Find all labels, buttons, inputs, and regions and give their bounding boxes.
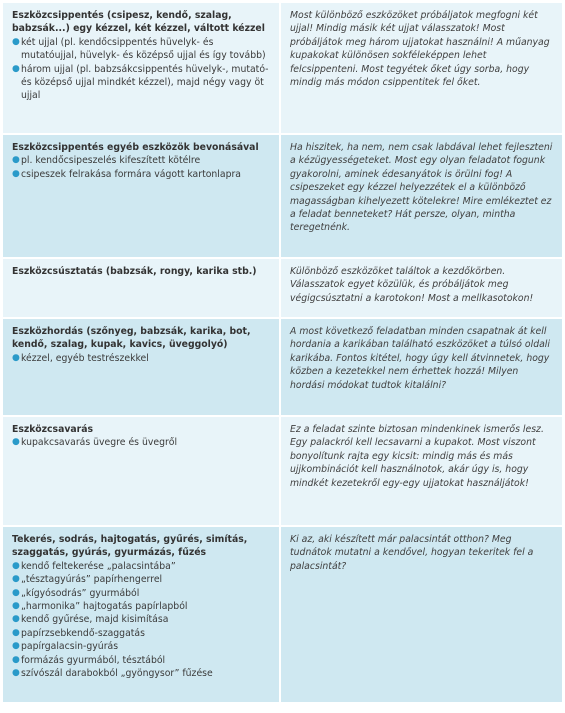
instruction-text: Ez a feladat szinte biztosan mindenkinek ismerős lesz. Egy palackról kell lecsavarni a kupakot. Most viszont bonyolítunk rajta egy kicsit: mindig más és más ujjkombinációt kell használnotok, akár úgy is, hogy mindkét kezetekről egy-egy ujjatokat használjátok! bbox=[281, 417, 562, 525]
instruction-text: A most következő feladatban minden csapatnak át kell hordania a karikában található eszközöket a túlsó oldali karikába. Fontos kitétel, hogy úgy kell átvinnetek, hogy közben a kezetekkel nem érhettek hozzá! Milyen hordási módokat tudtok kitalálni? bbox=[281, 319, 562, 415]
activity-heading: Eszközcsúsztatás (babzsák, rongy, karika stb.) bbox=[12, 266, 257, 277]
table-row bbox=[3, 3, 562, 135]
list-item: ● papírgalacsin-gyúrás bbox=[12, 641, 119, 653]
activity-list bbox=[12, 36, 271, 103]
instruction-text: Ki az, aki készített már palacsintát otthon? Meg tudnátok mutatni a kendővel, hogyan tekeritek fel a palacsintát? bbox=[281, 527, 562, 702]
list-item: ● csipeszek felrakása formára vágott kartonlapra bbox=[12, 168, 241, 180]
bullet-icon: ● bbox=[12, 601, 20, 612]
list-item: ● kendő feltekerése „palacsintába” bbox=[12, 560, 176, 572]
table-row bbox=[3, 319, 562, 417]
list-item: ● „harmonika” hajtogatás papírlapból bbox=[12, 601, 188, 613]
bullet-icon: ● bbox=[12, 155, 20, 166]
activity-cell bbox=[3, 3, 281, 133]
bullet-icon: ● bbox=[12, 668, 20, 679]
activity-cell bbox=[3, 527, 281, 702]
list-item: ● papírzsebkendő-szaggatás bbox=[12, 627, 145, 639]
activity-cell bbox=[3, 319, 281, 415]
list-item: ● „tésztagyúrás” papírhengerrel bbox=[12, 574, 163, 586]
bullet-icon: ● bbox=[12, 627, 20, 638]
bullet-icon: ● bbox=[12, 654, 20, 665]
list-item: ● kézzel, egyéb testrészekkel bbox=[12, 352, 149, 364]
bullet-icon: ● bbox=[12, 36, 20, 47]
list-item: ● kupakcsavarás üvegre és üvegről bbox=[12, 437, 178, 449]
bullet-icon: ● bbox=[12, 614, 20, 625]
table-row bbox=[3, 417, 562, 527]
list-item: ● kendő gyűrése, majd kisimítása bbox=[12, 614, 169, 626]
activity-cell bbox=[3, 135, 281, 257]
bullet-icon: ● bbox=[12, 168, 20, 179]
table-row bbox=[3, 135, 562, 259]
list-item: ● szívószál darabokból „gyöngysor” fűzése bbox=[12, 668, 213, 680]
bullet-icon: ● bbox=[12, 574, 20, 585]
activity-heading: Tekerés, sodrás, hajtogatás, gyűrés, simítás, szaggatás, gyúrás, gyurmázás, fűzés bbox=[12, 534, 248, 559]
bullet-icon: ● bbox=[12, 437, 20, 448]
activity-heading: Eszközcsippentés egyéb eszközök bevonásával bbox=[12, 142, 259, 153]
activity-list bbox=[12, 154, 271, 181]
list-item: ● „kígyósodrás” gyurmából bbox=[12, 587, 140, 599]
activity-heading: Eszközhordás (szőnyeg, babzsák, karika, bot, kendő, szalag, kupak, kavics, üveggolyó) bbox=[12, 326, 251, 351]
instruction-text: Ha hiszitek, ha nem, nem csak labdával lehet fejleszteni a kézügyességeteket. Most egy olyan feladatot fogunk gyakorolni, aminek édesanyátok is örülni fog! A csipeszeket egy kézzel helyezzétek el a különböző magasságban kihelyezett kötelekre! Mire emlékeztet ez a feladat benneteket? Hát persze, olyan, mintha teregetnénk. bbox=[281, 135, 562, 257]
instruction-text: Most különböző eszközöket próbáljatok megfogni két ujjal! Mindig másik két ujjat válasszatok! Most próbáljátok meg három ujjatokat használni! A műanyag kupakokat különösen sokféleképpen lehet felcsippenteni. Most tegyétek őket úgy sorba, hogy mindig más módon csippentitek fel őket. bbox=[281, 3, 562, 133]
table-row bbox=[3, 527, 562, 704]
instruction-text: Különböző eszközöket találtok a kezdőkörben. Válasszatok egyet közülük, és próbáljátok meg végigcsúsztatni a karotokon! Most a mellkasotokon! bbox=[281, 259, 562, 317]
activity-table bbox=[3, 3, 562, 704]
bullet-icon: ● bbox=[12, 560, 20, 571]
activity-cell bbox=[3, 417, 281, 525]
list-item: ● pl. kendőcsipeszelés kifeszített kötélre bbox=[12, 155, 201, 167]
activity-heading: Eszközcsippentés (csipesz, kendő, szalag, babzsák...) egy kézzel, két kézzel, váltott kézzel bbox=[12, 10, 265, 35]
list-item: ● három ujjal (pl. babzsákcsippentés hüvelyk-, mutató- és középső ujjal mindkét kézzel), majd négy vagy öt ujjal bbox=[12, 63, 269, 102]
activity-list bbox=[12, 436, 271, 449]
bullet-icon: ● bbox=[12, 587, 20, 598]
activity-list bbox=[12, 352, 271, 365]
bullet-icon: ● bbox=[12, 352, 20, 363]
bullet-icon: ● bbox=[12, 63, 20, 74]
table-row bbox=[3, 259, 562, 319]
activity-heading: Eszközcsavarás bbox=[12, 424, 94, 435]
list-item: ● formázás gyurmából, tésztából bbox=[12, 654, 166, 666]
bullet-icon: ● bbox=[12, 641, 20, 652]
list-item: ● két ujjal (pl. kendőcsippentés hüvelyk- és mutatóujjal, hüvelyk- és középső ujjal és így tovább) bbox=[12, 36, 266, 62]
activity-cell bbox=[3, 259, 281, 317]
activity-list bbox=[12, 560, 271, 681]
